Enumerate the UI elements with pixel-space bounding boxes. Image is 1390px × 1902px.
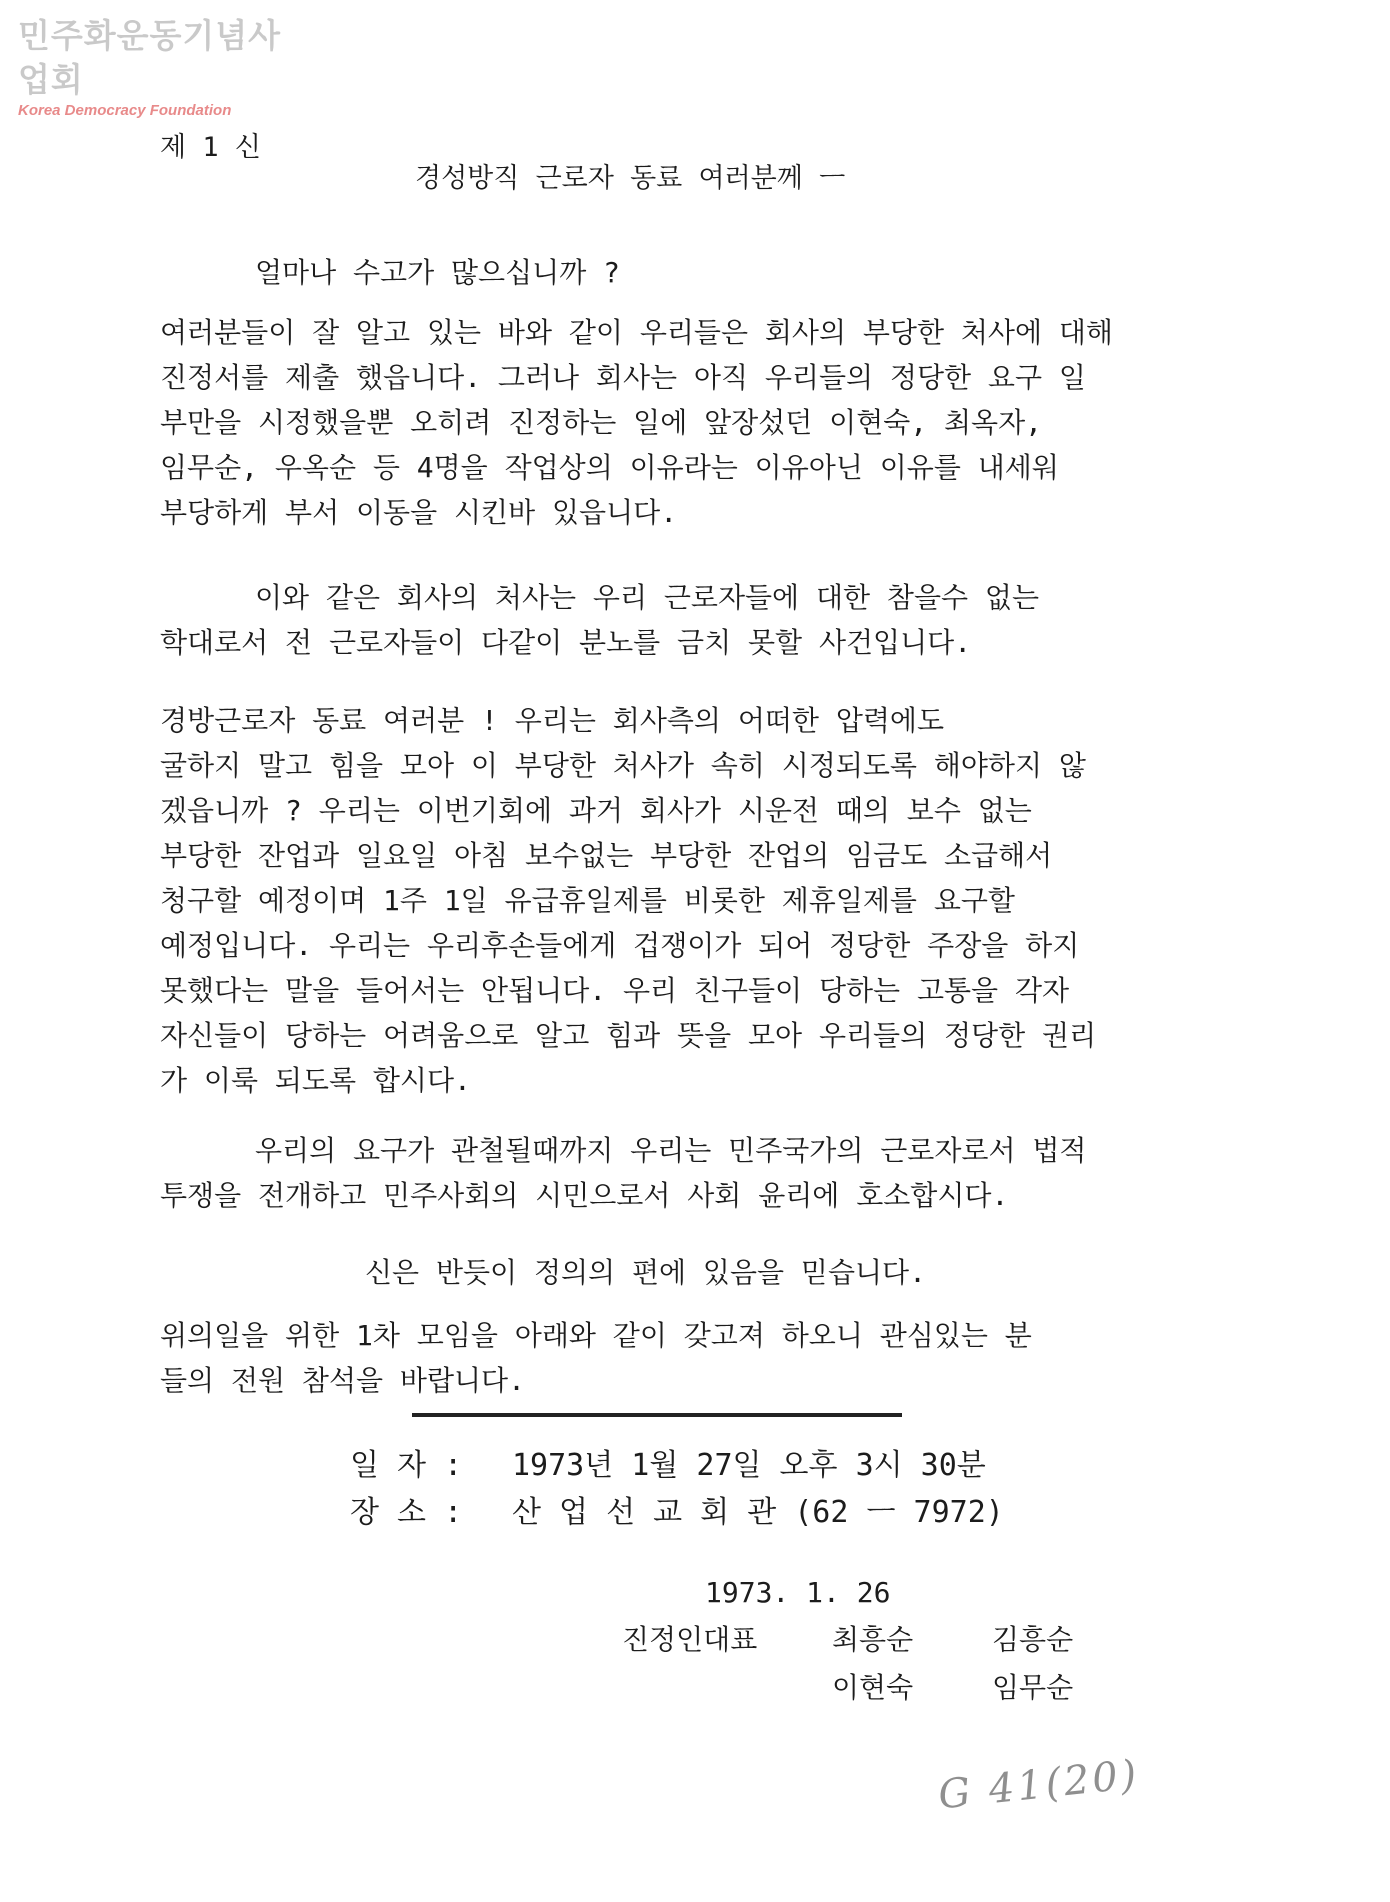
event-date-label: 일 자 :	[350, 1448, 463, 1483]
representative-label: 진정인대표	[622, 1623, 758, 1656]
issue-label: 제 1 신	[160, 132, 261, 163]
paragraph-1-line: 진정서를 제출 했읍니다. 그러나 회사는 아직 우리들의 정당한 요구 일	[160, 361, 1086, 394]
signer-name: 임무순	[992, 1671, 1074, 1704]
paragraph-1-line: 여러분들이 잘 알고 있는 바와 같이 우리들은 회사의 부당한 처사에 대해	[160, 316, 1113, 349]
paragraph-3-line: 예정입니다. 우리는 우리후손들에게 겁쟁이가 되어 정당한 주장을 하지	[160, 929, 1080, 962]
signer-name: 이현숙	[832, 1671, 914, 1704]
paragraph-3-line: 부당한 잔업과 일요일 아침 보수없는 부당한 잔업의 임금도 소급해서	[160, 839, 1053, 872]
paragraph-3-line: 못했다는 말을 들어서는 안됩니다. 우리 친구들이 당하는 고통을 각자	[160, 974, 1070, 1007]
paragraph-1-line: 임무순, 우옥순 등 4명을 작업상의 이유라는 이유아닌 이유를 내세워	[160, 451, 1059, 484]
paragraph-2-line: 이와 같은 회사의 처사는 우리 근로자들에 대한 참을수 없는	[255, 581, 1040, 614]
paragraph-5-line: 들의 전원 참석을 바랍니다.	[160, 1364, 525, 1397]
signer-name: 김흥순	[992, 1623, 1074, 1656]
event-place-label: 장 소 :	[350, 1495, 463, 1530]
paragraph-3-line: 경방근로자 동료 여러분 ! 우리는 회사측의 어떠한 압력에도	[160, 704, 945, 737]
watermark-org-english: Korea Democracy Foundation	[18, 102, 232, 119]
document-title: 경성방직 근로자 동료 여러분께 ㅡ	[415, 163, 846, 194]
event-date-value: 1973년 1월 27일 오후 3시 30분	[512, 1448, 986, 1483]
paragraph-1-line: 부만을 시정했을뿐 오히려 진정하는 일에 앞장섰던 이현숙, 최옥자,	[160, 406, 1043, 439]
paragraph-3-line: 굴하지 말고 힘을 모아 이 부당한 처사가 속히 시정되도록 해야하지 않	[160, 749, 1086, 782]
event-place-value: 산 업 선 교 회 관 (62 ㅡ 7972)	[512, 1495, 1004, 1530]
paragraph-4-line: 투쟁을 전개하고 민주사회의 시민으로서 사회 윤리에 호소합시다.	[160, 1179, 1009, 1212]
greeting: 얼마나 수고가 많으십니까 ?	[255, 256, 620, 289]
belief-statement: 신은 반듯이 정의의 편에 있음을 믿습니다.	[365, 1256, 926, 1289]
closing-date: 1973. 1. 26	[705, 1576, 891, 1609]
paragraph-3-line: 겠읍니까 ? 우리는 이번기회에 과거 회사가 시운전 때의 보수 없는	[160, 794, 1032, 827]
separator-rule	[412, 1413, 902, 1417]
paragraph-1-line: 부당하게 부서 이동을 시킨바 있읍니다.	[160, 496, 678, 529]
paragraph-2-line: 학대로서 전 근로자들이 다같이 분노를 금치 못할 사건입니다.	[160, 626, 972, 659]
paragraph-5-line: 위의일을 위한 1차 모임을 아래와 같이 갖고져 하오니 관심있는 분	[160, 1319, 1032, 1352]
watermark	[18, 14, 308, 120]
watermark-org-korean: 민주화운동기념사업회	[18, 16, 282, 99]
paragraph-3-line: 가 이룩 되도록 합시다.	[160, 1064, 471, 1097]
paragraph-3-line: 자신들이 당하는 어려움으로 알고 힘과 뜻을 모아 우리들의 정당한 권리	[160, 1019, 1097, 1052]
paragraph-3-line: 청구할 예정이며 1주 1일 유급휴일제를 비롯한 제휴일제를 요구할	[160, 884, 1015, 917]
paragraph-4-line: 우리의 요구가 관철될때까지 우리는 민주국가의 근로자로서 법적	[255, 1134, 1087, 1167]
signer-name: 최흥순	[832, 1623, 914, 1656]
handwritten-note: G 41(20)	[936, 1751, 1142, 1819]
